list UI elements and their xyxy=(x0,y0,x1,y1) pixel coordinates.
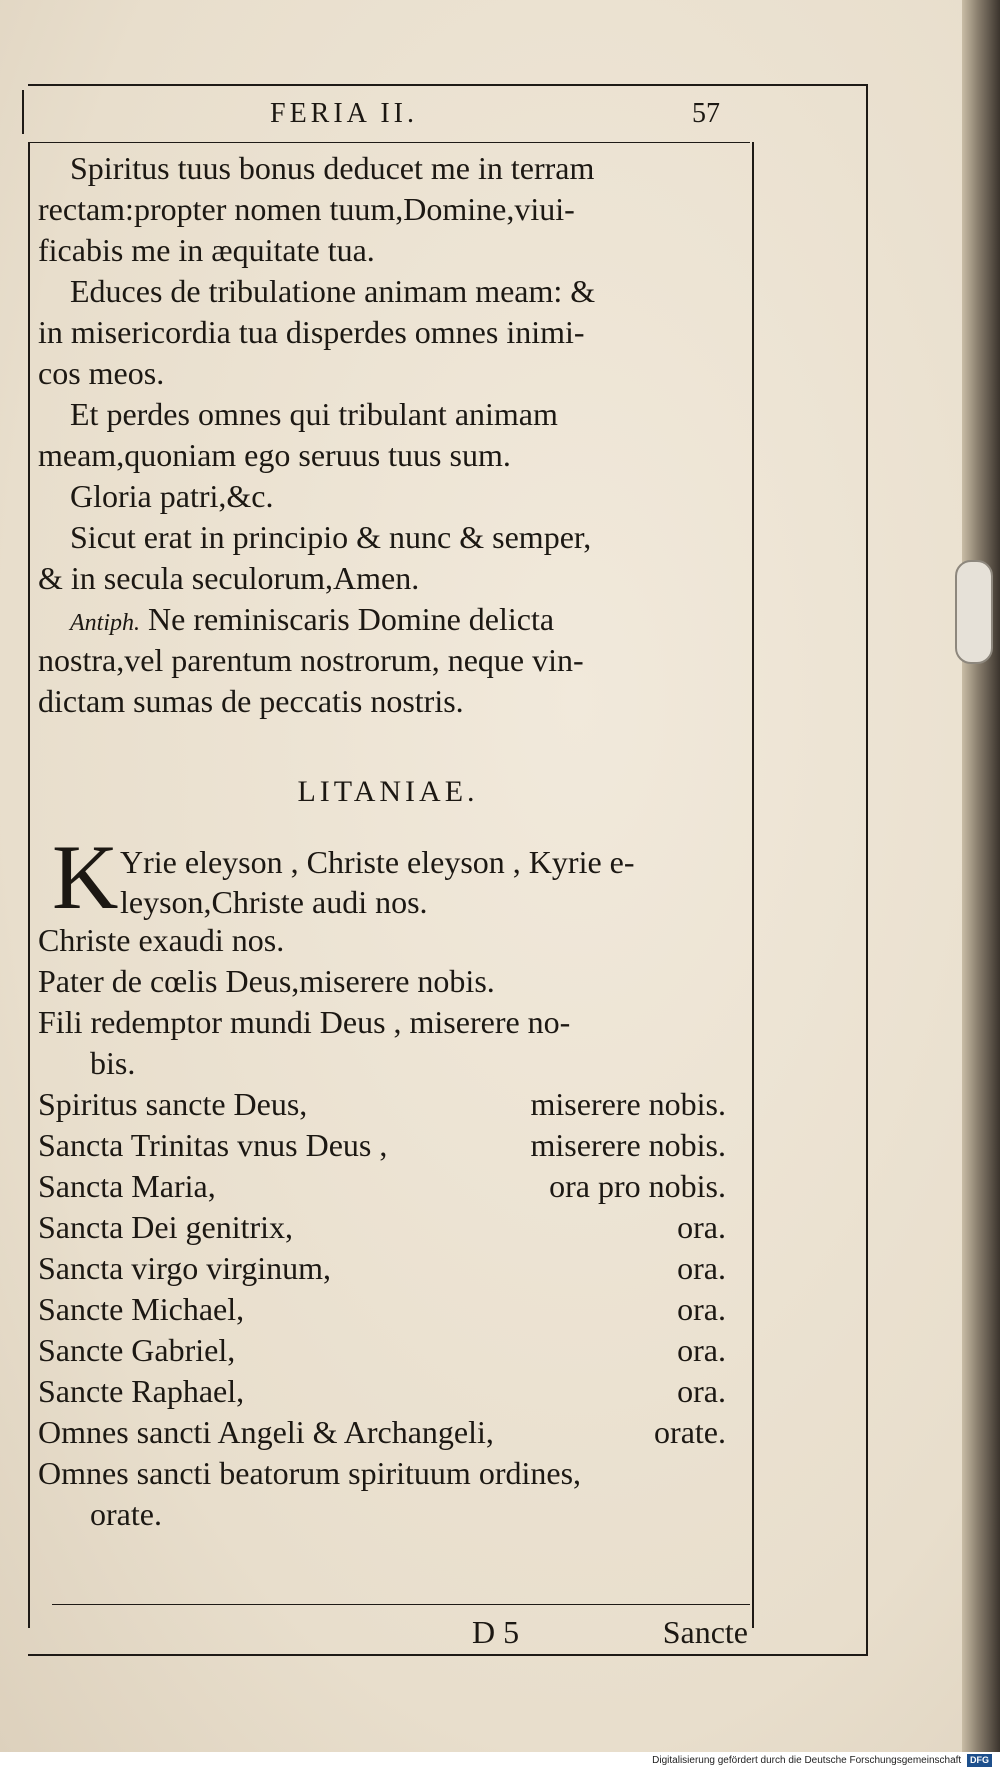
kyrie-line: Yrie eleyson , Christe eleyson , Kyrie e- xyxy=(120,844,635,880)
catch-line xyxy=(460,1614,750,1654)
litany-line: Omnes sancti beatorum spirituum ordines, xyxy=(38,1455,582,1491)
frame-tick xyxy=(22,90,24,134)
invocation-row xyxy=(38,1371,726,1412)
psalm-line: Gloria patri,&c. xyxy=(70,478,274,514)
psalm-line: meam,quoniam ego seruus tuus sum. xyxy=(38,437,511,473)
digitization-footer xyxy=(0,1752,1000,1769)
litany-lines xyxy=(38,920,738,1084)
invocation-name: Sancte Raphael, xyxy=(38,1373,245,1409)
running-title: FERIA II. xyxy=(270,98,418,129)
dfg-logo-icon: DFG xyxy=(967,1754,992,1767)
antiphon-text: Ne reminiscaris Domine delicta xyxy=(148,601,555,637)
antiphon-line: dictam sumas de peccatis nostris. xyxy=(38,683,464,719)
spacer xyxy=(38,822,738,836)
invocation-name: Omnes sancti Angeli & Archangeli, xyxy=(38,1414,494,1450)
litany-continuation: bis. xyxy=(90,1045,136,1081)
psalm-verses xyxy=(38,148,738,599)
litany-line: Fili redemptor mundi Deus , miserere no- xyxy=(38,1004,571,1040)
psalm-line: Sicut erat in principio & nunc & semper, xyxy=(70,519,592,555)
invocation-response: miserere nobis. xyxy=(530,1127,726,1163)
spacer xyxy=(38,722,738,762)
invocation-row xyxy=(38,1248,726,1289)
invocation-name: Sancta Maria, xyxy=(38,1168,216,1204)
invocation-response: ora. xyxy=(677,1373,726,1409)
page-number: 57 xyxy=(692,98,720,129)
invocation-row xyxy=(38,1330,726,1371)
psalm-line: Spiritus tuus bonus deducet me in terram xyxy=(70,150,595,186)
footer-credit xyxy=(652,1752,992,1769)
invocation-row xyxy=(38,1289,726,1330)
footer-rule xyxy=(52,1604,750,1605)
page-text xyxy=(38,148,738,1535)
invocation-row xyxy=(38,1166,726,1207)
psalm-line: in misericordia tua disperdes omnes inimi- xyxy=(38,314,585,350)
drop-capital: K xyxy=(52,826,119,928)
running-head xyxy=(250,98,720,134)
invocation-row xyxy=(38,1207,726,1248)
invocation-name: Sancta virgo virginum, xyxy=(38,1250,332,1286)
invocation-response: ora. xyxy=(677,1291,726,1327)
invocation-name: Sancte Gabriel, xyxy=(38,1332,236,1368)
psalm-line: cos meos. xyxy=(38,355,165,391)
invocation-row xyxy=(38,1412,726,1453)
catchword: Sancte xyxy=(662,1614,748,1650)
kyrie-line: leyson,Christe audi nos. xyxy=(120,884,428,920)
antiphon-first-line xyxy=(38,599,738,640)
psalm-line: Educes de tribulatione animam meam: & xyxy=(70,273,596,309)
litany-line: Pater de cœlis Deus,miserere nobis. xyxy=(38,963,495,999)
invocation-response: miserere nobis. xyxy=(530,1086,726,1122)
psalm-line: & in secula seculorum,Amen. xyxy=(38,560,420,596)
invocation-response: ora pro nobis. xyxy=(549,1168,726,1204)
invocation-list xyxy=(38,1084,738,1535)
antiphon-label: Antiph. xyxy=(70,610,140,636)
section-title: LITANIAE. xyxy=(297,775,479,808)
invocation-name: Sancte Michael, xyxy=(38,1291,245,1327)
psalm-line: Et perdes omnes qui tribulant animam xyxy=(70,396,558,432)
litany-continuation: orate. xyxy=(90,1496,162,1532)
psalm-line: ficabis me in æquitate tua. xyxy=(38,232,375,268)
book-clasp xyxy=(955,560,993,664)
invocation-name: Sancta Trinitas vnus Deus , xyxy=(38,1127,388,1163)
credit-text: Digitalisierung gefördert durch die Deutsche Forschungsgemeinschaft xyxy=(652,1755,962,1766)
invocation-response: ora. xyxy=(677,1332,726,1368)
invocation-row xyxy=(38,1125,726,1166)
psalm-line: rectam:propter nomen tuum,Domine,viui- xyxy=(38,191,575,227)
page-edge xyxy=(962,0,1000,1752)
invocation-response: ora. xyxy=(677,1209,726,1245)
invocation-row xyxy=(38,1084,726,1125)
invocation-response: orate. xyxy=(654,1414,726,1450)
antiphon-line: nostra,vel parentum nostrorum, neque vin- xyxy=(38,642,584,678)
litany-line: Christe exaudi nos. xyxy=(38,922,285,958)
signature-mark: D 5 xyxy=(472,1614,520,1650)
invocation-name: Sancta Dei genitrix, xyxy=(38,1209,294,1245)
invocation-response: ora. xyxy=(677,1250,726,1286)
kyrie-block xyxy=(38,826,738,928)
invocation-name: Spiritus sancte Deus, xyxy=(38,1086,308,1122)
antiphon xyxy=(38,599,738,722)
